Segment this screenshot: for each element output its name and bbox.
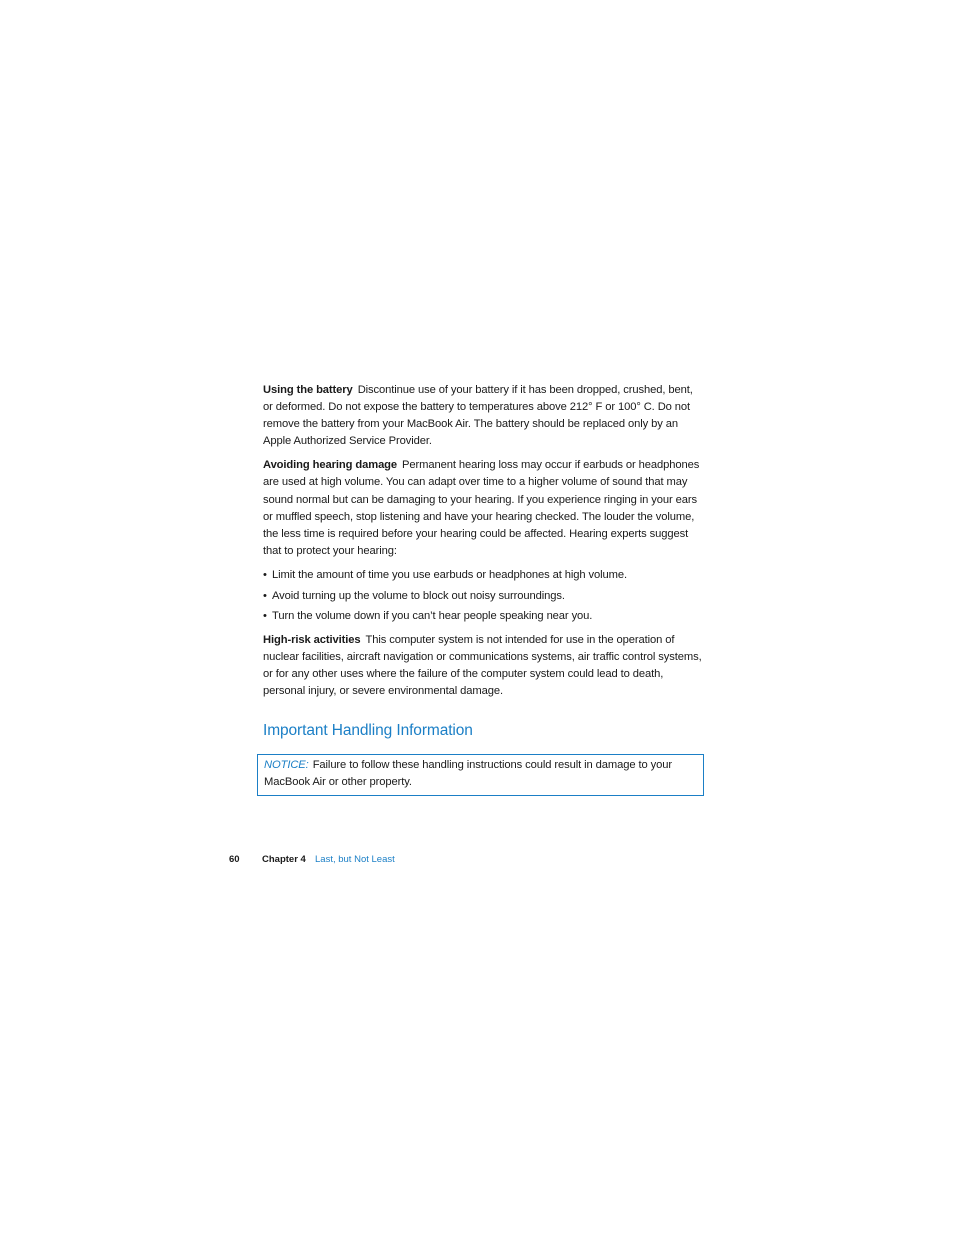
battery-text: Discontinue use of your battery if it has been dropped, crushed, bent, or deformed. Do not expose the battery to temperatures above 212° F or 100° C. Do not remove the battery from your MacBook Air. The battery should be replaced only by an Apple Authorized Service Provider. xyxy=(263,384,693,448)
high-risk-lead: High-risk activities xyxy=(263,634,361,647)
hearing-text: Permanent hearing loss may occur if earbuds or headphones are used at high volume. You can adapt over time to a higher volume of sound that may sound normal but can be damaging to your hearing. If you experience ringing in your ears or muffled speech, stop listening and have your hearing checked. The louder the volume, the less time is required before your hearing could be affected. Hearing experts suggest that to protect your hearing: xyxy=(263,459,700,557)
notice-content xyxy=(264,757,698,791)
chapter-label: Chapter 4 xyxy=(262,854,306,865)
page-number: 60 xyxy=(229,854,240,865)
bullet-icon: • xyxy=(263,589,267,602)
hearing-lead: Avoiding hearing damage xyxy=(263,459,398,472)
list-item xyxy=(263,588,705,605)
list-item xyxy=(263,608,705,625)
page-body xyxy=(263,382,705,708)
list-item-text: Turn the volume down if you can’t hear people speaking near you. xyxy=(272,610,593,623)
hearing-paragraph xyxy=(263,457,705,560)
chapter-title: Last, but Not Least xyxy=(315,854,395,865)
high-risk-text: This computer system is not intended for use in the operation of nuclear facilities, aircraft navigation or communications systems, air traffic control systems, or for any other uses where the failure of the computer system could lead to death, personal injury, or severe environmental damage. xyxy=(263,634,702,698)
notice-box xyxy=(257,754,704,796)
bullet-icon: • xyxy=(263,610,267,623)
list-item-text: Avoid turning up the volume to block out noisy surroundings. xyxy=(272,589,565,602)
notice-text: Failure to follow these handling instructions could result in damage to your MacBook Air or other property. xyxy=(264,759,672,788)
list-item xyxy=(263,567,705,584)
section-heading: Important Handling Information xyxy=(263,722,473,739)
battery-paragraph xyxy=(263,382,705,450)
notice-label: NOTICE: xyxy=(264,759,309,771)
bullet-icon: • xyxy=(263,568,267,581)
battery-lead: Using the battery xyxy=(263,384,353,396)
hearing-bullet-list xyxy=(263,567,705,625)
list-item-text: Limit the amount of time you use earbuds or headphones at high volume. xyxy=(272,568,627,581)
high-risk-paragraph xyxy=(263,632,705,700)
